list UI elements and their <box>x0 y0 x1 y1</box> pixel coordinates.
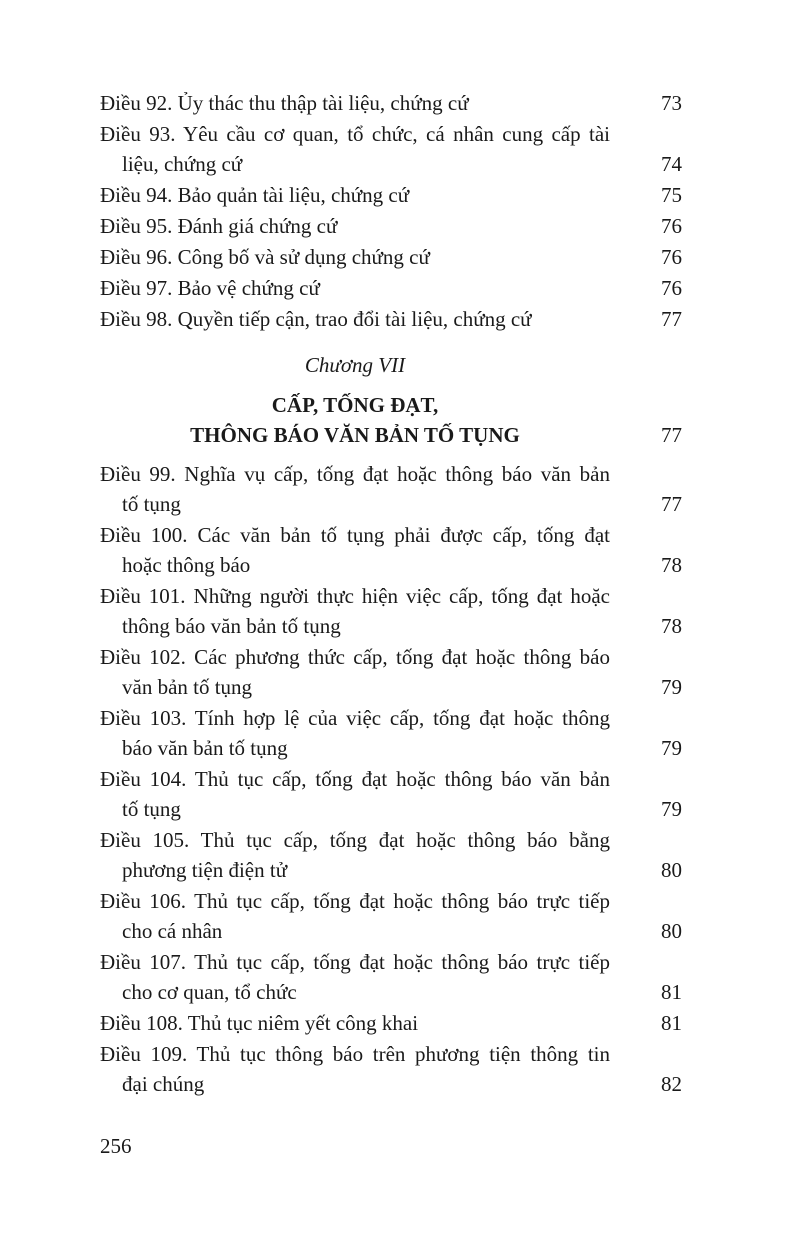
toc-entry-page-number: 77 <box>661 307 682 331</box>
toc-entry-title: Điều 96. Công bố và sử dụng chứng cứ <box>100 245 430 269</box>
toc-entry-page-number: 75 <box>661 183 682 207</box>
toc-entry <box>100 119 682 179</box>
toc-entry <box>100 304 682 334</box>
toc-entry-page-number: 78 <box>661 553 682 577</box>
toc-entry-page-number: 76 <box>661 276 682 300</box>
toc-entry-title: Điều 98. Quyền tiếp cận, trao đổi tài liệu, chứng cứ <box>100 307 532 331</box>
toc-entry-title: Điều 92. Ủy thác thu thập tài liệu, chứng cứ <box>100 91 469 115</box>
toc-entry-title: Điều 106. Thủ tục cấp, tống đạt hoặc thông báo trực tiếp <box>100 889 610 913</box>
toc-entry-title: Điều 99. Nghĩa vụ cấp, tống đạt hoặc thông báo văn bản <box>100 462 610 486</box>
toc-entry-title-continued: thông báo văn bản tố tụng <box>122 614 341 638</box>
chapter-page-number: 77 <box>661 423 682 447</box>
toc-entry <box>100 886 682 946</box>
toc-entry-title-continued: văn bản tố tụng <box>122 675 253 699</box>
toc-entry-page-number: 80 <box>661 919 682 943</box>
toc-entry-title-continued: phương tiện điện tử <box>122 858 288 882</box>
toc-entry-title: Điều 104. Thủ tục cấp, tống đạt hoặc thông báo văn bản <box>100 767 610 791</box>
toc-entry-title: Điều 107. Thủ tục cấp, tống đạt hoặc thông báo trực tiếp <box>100 950 610 974</box>
toc-entry-page-number: 76 <box>661 245 682 269</box>
toc-entry-title: Điều 95. Đánh giá chứng cứ <box>100 214 338 238</box>
toc-entry <box>100 242 682 272</box>
chapter-label: Chương VII <box>304 353 406 377</box>
toc-entry-page-number: 79 <box>661 797 682 821</box>
toc-entry-title: Điều 109. Thủ tục thông báo trên phương tiện thông tin <box>100 1042 610 1066</box>
toc-entry-page-number: 79 <box>661 675 682 699</box>
toc-entry-title: Điều 101. Những người thực hiện việc cấp, tống đạt hoặc <box>100 584 610 608</box>
chapter-title-line: THÔNG BÁO VĂN BẢN TỐ TỤNG <box>190 423 520 447</box>
toc-entry-page-number: 78 <box>661 614 682 638</box>
toc-entry <box>100 764 682 824</box>
toc-entry <box>100 180 682 210</box>
toc-entry-title-continued: liệu, chứng cứ <box>122 152 243 176</box>
chapter-title-line: CẤP, TỐNG ĐẠT, <box>271 393 439 417</box>
toc-entry <box>100 642 682 702</box>
toc-entry-page-number: 77 <box>661 492 682 516</box>
toc-entry-page-number: 74 <box>661 152 682 176</box>
toc-entry-title: Điều 102. Các phương thức cấp, tống đạt hoặc thông báo <box>100 645 610 669</box>
toc-entry <box>100 459 682 519</box>
toc-entry-page-number: 82 <box>661 1072 682 1096</box>
page-number: 256 <box>100 1134 132 1158</box>
toc-entry <box>100 273 682 303</box>
toc-entry-title: Điều 108. Thủ tục niêm yết công khai <box>100 1011 419 1035</box>
toc-entries-after <box>100 459 682 1099</box>
toc-entry <box>100 211 682 241</box>
toc-entry-title: Điều 94. Bảo quản tài liệu, chứng cứ <box>100 183 410 207</box>
toc-entry-title: Điều 103. Tính hợp lệ của việc cấp, tống đạt hoặc thông <box>100 706 610 730</box>
toc-entry-title: Điều 100. Các văn bản tố tụng phải được cấp, tống đạt <box>100 523 610 547</box>
toc-entry-page-number: 81 <box>661 1011 682 1035</box>
toc-entry <box>100 1039 682 1099</box>
toc-entry-page-number: 80 <box>661 858 682 882</box>
toc-entry-page-number: 79 <box>661 736 682 760</box>
chapter-heading <box>100 350 682 450</box>
chapter-title <box>100 390 682 450</box>
toc-entry <box>100 825 682 885</box>
table-of-contents <box>100 88 682 1100</box>
toc-entries-before <box>100 88 682 334</box>
toc-entry <box>100 88 682 118</box>
toc-entry-title-continued: cho cá nhân <box>122 919 223 943</box>
toc-entry-title-continued: báo văn bản tố tụng <box>122 736 288 760</box>
toc-entry <box>100 703 682 763</box>
toc-entry-title-continued: cho cơ quan, tổ chức <box>122 980 297 1004</box>
toc-entry <box>100 947 682 1007</box>
toc-entry-page-number: 81 <box>661 980 682 1004</box>
toc-entry-page-number: 76 <box>661 214 682 238</box>
toc-entry-title-continued: hoặc thông báo <box>122 553 251 577</box>
toc-entry-title-continued: tố tụng <box>122 492 181 516</box>
toc-entry-title: Điều 105. Thủ tục cấp, tống đạt hoặc thông báo bằng <box>100 828 610 852</box>
toc-entry <box>100 581 682 641</box>
toc-entry <box>100 1008 682 1038</box>
toc-entry <box>100 520 682 580</box>
toc-entry-title: Điều 93. Yêu cầu cơ quan, tổ chức, cá nhân cung cấp tài <box>100 122 610 146</box>
toc-entry-title-continued: tố tụng <box>122 797 181 821</box>
toc-entry-title: Điều 97. Bảo vệ chứng cứ <box>100 276 320 300</box>
toc-entry-title-continued: đại chúng <box>122 1072 205 1096</box>
toc-entry-page-number: 73 <box>661 91 682 115</box>
